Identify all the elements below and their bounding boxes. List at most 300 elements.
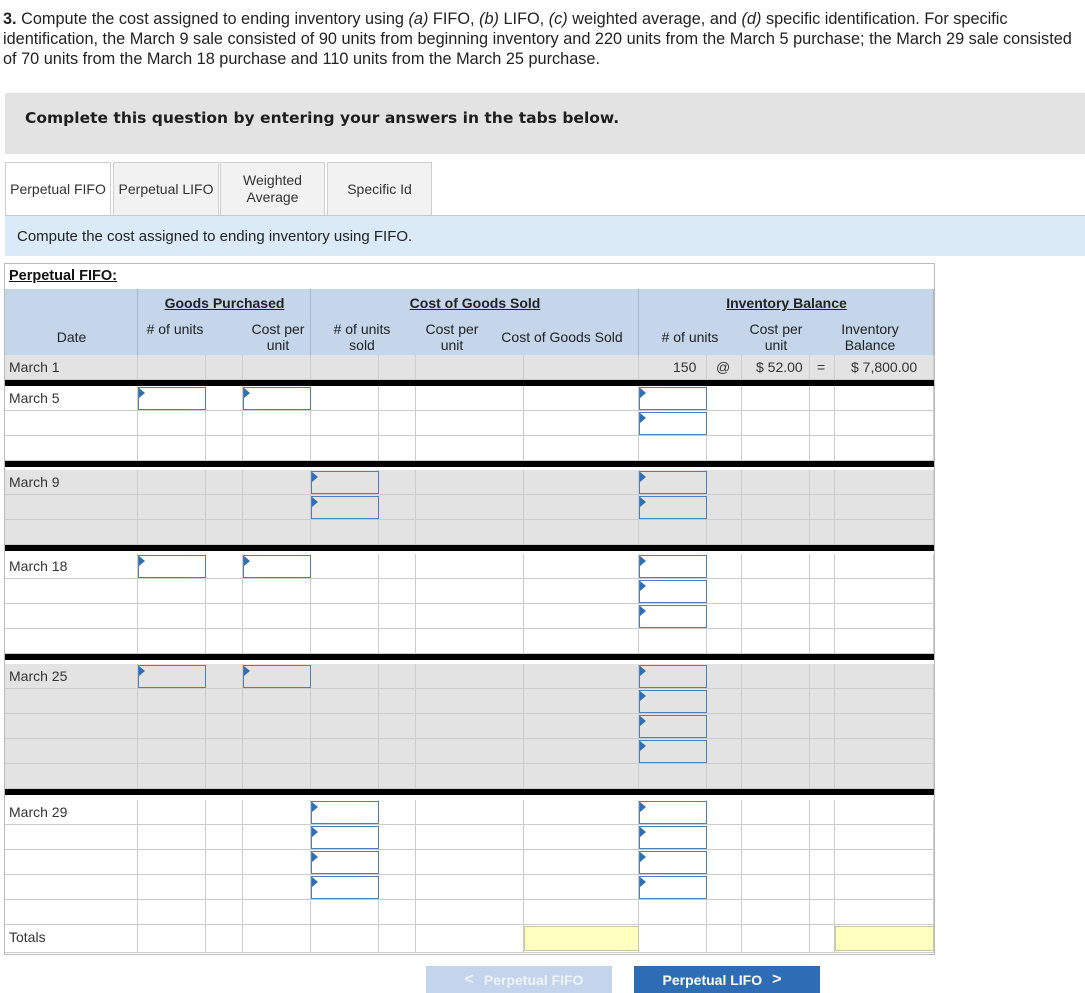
col-gp-cost: Cost per unit (251, 321, 305, 353)
table-cell (311, 925, 379, 953)
table-cell (707, 875, 742, 900)
table-cell (835, 386, 934, 411)
table-cell (5, 689, 138, 714)
table-cell (810, 925, 835, 953)
table-cell (5, 604, 138, 629)
table-cell (416, 386, 524, 411)
table-cell (206, 629, 243, 654)
balance-units-input[interactable] (639, 851, 707, 874)
col-cogs-cost: Cost per unit (425, 321, 479, 353)
table-cell (707, 739, 742, 764)
table-cell (243, 875, 311, 900)
table-cell (524, 411, 639, 436)
table-cell (206, 495, 243, 520)
balance-units-input[interactable] (639, 876, 707, 899)
table-cell (311, 386, 379, 411)
table-cell (524, 629, 639, 654)
table-cell (138, 925, 206, 953)
table-cell (810, 495, 835, 520)
table-cell (138, 689, 206, 714)
table-cell (243, 714, 311, 739)
table-cell (524, 355, 639, 380)
table-cell (742, 411, 810, 436)
table-cell (206, 900, 243, 925)
table-cell (416, 520, 524, 545)
table-cell (311, 604, 379, 629)
table-row (5, 604, 934, 629)
question-number: 3. (3, 10, 17, 28)
table-cell (416, 800, 524, 825)
col-ib-units: # of units (661, 329, 719, 345)
table-cell (707, 629, 742, 654)
table-cell (243, 495, 311, 520)
table-cell (742, 925, 810, 953)
balance-units-input[interactable] (639, 412, 707, 435)
table-cell (742, 386, 810, 411)
purchase-units-input[interactable] (138, 555, 206, 578)
table-cell (138, 825, 206, 850)
prev-tab-button[interactable]: < Perpetual FIFO (426, 966, 612, 993)
table-cell (742, 579, 810, 604)
table-cell (835, 629, 934, 654)
table-cell (206, 739, 243, 764)
table-cell (810, 875, 835, 900)
table-cell (639, 520, 707, 545)
balance-units-input[interactable] (639, 496, 707, 519)
table-cell (243, 355, 311, 380)
table-cell (379, 604, 416, 629)
table-cell (524, 495, 639, 520)
table-row (5, 800, 934, 825)
table-cell (311, 714, 379, 739)
table-cell (206, 520, 243, 545)
table-cell (707, 495, 742, 520)
table-cell (835, 436, 934, 461)
table-cell (379, 714, 416, 739)
table-cell (524, 520, 639, 545)
table-cell (524, 714, 639, 739)
table-cell (742, 436, 810, 461)
balance-units-input[interactable] (639, 580, 707, 603)
instructions-text: Complete this question by entering your answers in the tabs below. (25, 109, 620, 127)
units-sold-input[interactable] (311, 876, 379, 899)
table-cell (707, 470, 742, 495)
equals-symbol: = (817, 359, 826, 375)
purchase-cost-input[interactable] (243, 387, 311, 410)
table-cell (742, 520, 810, 545)
table-row (5, 825, 934, 850)
header-cost-of-goods-sold: Cost of Goods Sold (409, 295, 541, 311)
table-cell (379, 386, 416, 411)
table-cell (311, 579, 379, 604)
table-cell (379, 875, 416, 900)
table-cell (707, 800, 742, 825)
units-sold-input[interactable] (311, 496, 379, 519)
table-cell (835, 875, 934, 900)
table-cell (416, 739, 524, 764)
table-cell (311, 900, 379, 925)
next-tab-button[interactable]: Perpetual LIFO > (634, 966, 820, 993)
header-inventory-balance: Inventory Balance (726, 295, 847, 311)
table-cell (138, 714, 206, 739)
table-cell (243, 579, 311, 604)
table-cell (707, 850, 742, 875)
col-ib-cost: Cost per unit (749, 321, 803, 353)
table-row (5, 739, 934, 764)
table-cell (138, 850, 206, 875)
table-cell (416, 411, 524, 436)
table-cell (810, 579, 835, 604)
inventory-total-field[interactable] (835, 926, 934, 951)
col-date: Date (56, 329, 87, 345)
section-divider (5, 461, 934, 467)
table-cell (243, 604, 311, 629)
table-cell (243, 689, 311, 714)
table-cell (416, 850, 524, 875)
table-cell (524, 579, 639, 604)
table-cell (379, 470, 416, 495)
table-cell (416, 714, 524, 739)
table-cell (138, 495, 206, 520)
table-cell (810, 436, 835, 461)
table-cell (206, 470, 243, 495)
balance-units-input[interactable] (639, 715, 707, 738)
table-cell (311, 664, 379, 689)
table-cell (206, 554, 243, 579)
table-cell (835, 520, 934, 545)
table-cell (379, 579, 416, 604)
balance-units-input[interactable] (639, 555, 707, 578)
balance-units-value: 150 (673, 359, 697, 375)
table-cell (5, 629, 138, 654)
table-cell (416, 825, 524, 850)
table-cell (810, 714, 835, 739)
table-cell (243, 520, 311, 545)
table-cell (810, 470, 835, 495)
table-cell (311, 355, 379, 380)
table-cell (379, 355, 416, 380)
table-cell (379, 554, 416, 579)
question-text: 3. Compute the cost assigned to ending inventory using (a) FIFO, (b) LIFO, (c) weighted average, and (d) specific identification. For specific identification, the March 9 sale consisted of 90 units from beginning inventory and 220 units from the March 5 purchase; the March 29 sale consisted of 70 units from the March 18 purchase and 110 units from the March 25 purchase. (3, 10, 1072, 68)
table-cell (379, 764, 416, 789)
table-cell (5, 436, 138, 461)
table-cell (138, 355, 206, 380)
chevron-left-icon: < (464, 970, 474, 988)
col-cogs-total: Cost of Goods Sold (501, 329, 623, 345)
balance-units-input[interactable] (639, 826, 707, 849)
table-row (5, 900, 934, 925)
table-cell (243, 629, 311, 654)
table-cell (138, 764, 206, 789)
table-cell (707, 520, 742, 545)
table-cell (416, 875, 524, 900)
section-divider (5, 789, 934, 795)
table-cell (5, 411, 138, 436)
table-cell (810, 629, 835, 654)
row-date-label: March 29 (9, 804, 68, 820)
section-divider (5, 545, 934, 551)
table-row (5, 579, 934, 604)
table-cell (416, 629, 524, 654)
table-cell (416, 495, 524, 520)
table-cell (810, 850, 835, 875)
table-cell (524, 900, 639, 925)
table-cell (810, 411, 835, 436)
table-cell (707, 714, 742, 739)
table-cell (138, 520, 206, 545)
ledger-title: Perpetual FIFO: (9, 268, 117, 284)
table-cell (524, 800, 639, 825)
purchase-cost-input[interactable] (243, 665, 311, 688)
table-cell (835, 714, 934, 739)
table-cell (742, 875, 810, 900)
table-cell (524, 689, 639, 714)
table-cell (742, 800, 810, 825)
table-cell (835, 739, 934, 764)
table-cell (524, 436, 639, 461)
table-row (5, 850, 934, 875)
table-cell (206, 850, 243, 875)
table-cell (835, 554, 934, 579)
units-sold-input[interactable] (311, 826, 379, 849)
table-cell (742, 495, 810, 520)
table-cell (206, 764, 243, 789)
table-cell (524, 875, 639, 900)
table-cell (524, 604, 639, 629)
table-cell (416, 436, 524, 461)
balance-units-input[interactable] (639, 690, 707, 713)
table-cell (416, 470, 524, 495)
table-row (5, 875, 934, 900)
units-sold-input[interactable] (311, 801, 379, 824)
balance-units-input[interactable] (639, 387, 707, 410)
table-cell (835, 900, 934, 925)
table-cell (379, 925, 416, 953)
table-cell (416, 554, 524, 579)
table-cell (416, 925, 524, 953)
table-cell (810, 825, 835, 850)
table-row (5, 386, 934, 411)
purchase-units-input[interactable] (138, 665, 206, 688)
table-cell (206, 411, 243, 436)
table-cell (416, 579, 524, 604)
table-row (5, 470, 934, 495)
table-cell (206, 604, 243, 629)
section-divider (5, 654, 934, 660)
table-cell (206, 436, 243, 461)
balance-total-value: $ 7,800.00 (851, 359, 918, 375)
purchase-cost-input[interactable] (243, 555, 311, 578)
table-cell (835, 470, 934, 495)
table-cell (243, 470, 311, 495)
table-cell (311, 764, 379, 789)
table-cell (379, 825, 416, 850)
cogs-total-field[interactable] (524, 926, 639, 951)
table-cell (243, 900, 311, 925)
table-cell (524, 386, 639, 411)
table-cell (835, 825, 934, 850)
table-cell (379, 664, 416, 689)
table-cell (5, 520, 138, 545)
table-cell (379, 900, 416, 925)
at-symbol: @ (716, 359, 731, 375)
table-cell (707, 554, 742, 579)
table-cell (742, 900, 810, 925)
table-cell (810, 664, 835, 689)
table-cell (707, 436, 742, 461)
table-cell (835, 800, 934, 825)
table-cell (138, 629, 206, 654)
row-date-label: March 18 (9, 558, 68, 574)
table-cell (707, 689, 742, 714)
tab-specific-id[interactable]: Specific Id (327, 162, 432, 216)
table-cell (835, 579, 934, 604)
table-cell (742, 604, 810, 629)
table-row (5, 925, 934, 953)
table-cell (138, 579, 206, 604)
table-cell (707, 386, 742, 411)
table-cell (524, 664, 639, 689)
table-cell (206, 925, 243, 953)
tab-perpetual-fifo[interactable]: Perpetual FIFO (5, 162, 111, 217)
table-cell (5, 875, 138, 900)
table-cell (138, 800, 206, 825)
table-cell (416, 900, 524, 925)
table-cell (379, 411, 416, 436)
row-date-label: March 1 (9, 359, 60, 375)
table-cell (742, 739, 810, 764)
table-cell (311, 520, 379, 545)
table-cell (243, 800, 311, 825)
balance-units-input[interactable] (639, 665, 707, 688)
table-cell (243, 739, 311, 764)
table-cell (5, 764, 138, 789)
table-cell (243, 764, 311, 789)
table-cell (379, 689, 416, 714)
units-sold-input[interactable] (311, 851, 379, 874)
table-cell (524, 850, 639, 875)
table-row (5, 436, 934, 461)
row-date-label: March 9 (9, 474, 60, 490)
table-cell (835, 495, 934, 520)
table-cell (639, 925, 707, 953)
table-cell (311, 739, 379, 764)
tab-perpetual-lifo[interactable]: Perpetual LIFO (113, 162, 219, 216)
header-goods-purchased: Goods Purchased (164, 295, 285, 311)
table-cell (810, 764, 835, 789)
table-cell (742, 629, 810, 654)
table-cell (379, 800, 416, 825)
balance-units-input[interactable] (639, 605, 707, 628)
table-cell (707, 825, 742, 850)
balance-units-input[interactable] (639, 471, 707, 494)
tab-weighted-average[interactable]: Weighted Average (220, 162, 325, 216)
table-cell (524, 764, 639, 789)
table-cell (311, 689, 379, 714)
table-cell (524, 470, 639, 495)
table-cell (810, 520, 835, 545)
table-cell (639, 436, 707, 461)
table-cell (810, 689, 835, 714)
table-row (5, 764, 934, 789)
table-cell (138, 739, 206, 764)
table-cell (206, 664, 243, 689)
table-cell (243, 411, 311, 436)
table-cell (416, 764, 524, 789)
table-cell (311, 629, 379, 654)
table-cell (742, 825, 810, 850)
table-cell (206, 386, 243, 411)
table-cell (707, 900, 742, 925)
table-cell (707, 411, 742, 436)
table-cell (742, 764, 810, 789)
table-cell (810, 554, 835, 579)
balance-units-input[interactable] (639, 740, 707, 763)
col-gp-units: # of units (146, 321, 204, 337)
table-cell (416, 689, 524, 714)
table-cell (379, 520, 416, 545)
table-cell (5, 739, 138, 764)
table-cell (379, 850, 416, 875)
table-cell (206, 875, 243, 900)
table-cell (138, 875, 206, 900)
table-cell (835, 689, 934, 714)
table-cell (707, 579, 742, 604)
table-cell (835, 411, 934, 436)
table-row (5, 355, 934, 380)
table-cell (5, 850, 138, 875)
table-cell (5, 495, 138, 520)
table-cell (206, 714, 243, 739)
table-cell (742, 664, 810, 689)
table-cell (707, 604, 742, 629)
balance-cost-value: $ 52.00 (756, 359, 803, 375)
table-row (5, 411, 934, 436)
tab-prompt (5, 216, 1085, 256)
tab-prompt-text: Compute the cost assigned to ending inventory using FIFO. (17, 228, 413, 245)
table-row (5, 664, 934, 689)
row-date-label: Totals (9, 929, 46, 945)
table-cell (639, 900, 707, 925)
table-cell (835, 664, 934, 689)
table-cell (311, 554, 379, 579)
table-cell (742, 470, 810, 495)
table-cell (707, 925, 742, 953)
units-sold-input[interactable] (311, 471, 379, 494)
table-cell (810, 800, 835, 825)
table-cell (5, 579, 138, 604)
table-cell (311, 411, 379, 436)
table-cell (835, 764, 934, 789)
row-date-label: March 5 (9, 390, 60, 406)
header-date-block (5, 289, 138, 355)
purchase-units-input[interactable] (138, 387, 206, 410)
table-row (5, 554, 934, 579)
table-cell (243, 925, 311, 953)
table-cell (810, 739, 835, 764)
table-cell (379, 739, 416, 764)
row-date-label: March 25 (9, 668, 68, 684)
balance-units-input[interactable] (639, 801, 707, 824)
table-cell (524, 825, 639, 850)
table-cell (707, 764, 742, 789)
table-cell (416, 664, 524, 689)
chevron-right-icon: > (772, 970, 782, 988)
table-row (5, 629, 934, 654)
table-cell (138, 436, 206, 461)
table-cell (835, 604, 934, 629)
table-cell (524, 739, 639, 764)
